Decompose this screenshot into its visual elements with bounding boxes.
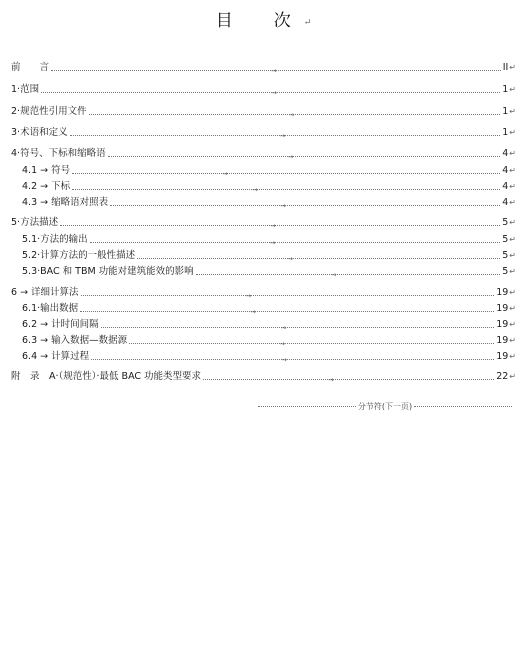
toc-entry-6-2[interactable]: [22, 317, 516, 331]
toc-entry-6-4[interactable]: [22, 349, 516, 363]
paragraph-mark-icon: ↵: [509, 288, 516, 297]
tab-mark-icon: →: [270, 222, 276, 230]
toc-page-number: 4: [502, 181, 509, 192]
toc-entry-4-3[interactable]: [22, 195, 516, 209]
paragraph-mark-icon: ↵: [509, 372, 516, 381]
dot-leader: [101, 324, 495, 332]
dot-leader: [70, 132, 501, 140]
tab-mark-icon: →: [222, 170, 228, 178]
toc-title: [0, 6, 527, 31]
toc-entry-label: 5·方法描述: [11, 217, 59, 228]
paragraph-mark-icon: ↵: [509, 107, 516, 116]
toc-entry-foreword[interactable]: [11, 60, 516, 74]
toc-entry-5-1[interactable]: [22, 232, 516, 246]
toc-entry-5[interactable]: [11, 215, 516, 229]
dot-leader: [89, 111, 501, 119]
toc-entry-label: 6.1·输出数据: [22, 303, 79, 314]
dot-leader: [137, 255, 500, 263]
section-break-marker: [258, 399, 512, 413]
toc-entry-label: 2·规范性引用文件: [11, 106, 87, 117]
toc-page-number: 19: [496, 303, 509, 314]
tab-mark-icon: →: [280, 202, 286, 210]
toc-entry-label: 1·范围: [11, 84, 40, 95]
tab-mark-icon: →: [328, 376, 334, 384]
toc-entry-annex-a[interactable]: [11, 369, 516, 383]
toc-entry-5-3[interactable]: [22, 264, 516, 278]
paragraph-mark-icon: ↵: [509, 85, 516, 94]
toc-entry-label: 5.2·计算方法的一般性描述: [22, 250, 136, 261]
tab-mark-icon: →: [330, 271, 337, 279]
tab-mark-icon: →: [279, 132, 286, 140]
toc-entry-3[interactable]: [11, 125, 516, 139]
toc-page-number: 1: [502, 84, 509, 95]
tab-mark-icon: →: [279, 340, 285, 348]
dot-leader: [80, 308, 494, 316]
dot-leader: [72, 170, 500, 178]
tab-mark-icon: →: [252, 186, 258, 194]
tab-mark-icon: →: [271, 89, 277, 97]
toc-title-text: 目 次: [215, 11, 303, 31]
dot-leader: [108, 153, 501, 161]
toc-entry-6[interactable]: [11, 285, 516, 299]
tab-mark-icon: →: [281, 356, 287, 364]
tab-mark-icon: →: [280, 324, 287, 332]
tab-mark-icon: →: [245, 292, 252, 300]
dot-leader: [51, 67, 501, 75]
toc-page-number: 4: [502, 165, 509, 176]
toc-entry-label: 6.4 → 计算过程: [22, 351, 90, 362]
paragraph-mark-icon: ↵: [509, 198, 516, 207]
dot-leader: [196, 271, 501, 279]
toc-entry-4[interactable]: [11, 146, 516, 160]
toc-entry-label: 6.3 → 输入数据—数据源: [22, 335, 128, 346]
toc-entry-label: 4.3 → 缩略语对照表: [22, 197, 109, 208]
section-break-label: 分节符(下一页): [357, 401, 413, 411]
dot-leader: [72, 186, 500, 194]
dot-leader: [90, 239, 501, 247]
paragraph-mark-icon: ↵: [509, 63, 516, 72]
section-break-line-right: [414, 406, 512, 407]
paragraph-mark-icon: ↵: [509, 267, 516, 276]
toc-entry-label: 6.2 → 计时间间隔: [22, 319, 99, 330]
paragraph-mark-icon: ↵: [509, 336, 516, 345]
paragraph-mark-icon: ↵: [509, 304, 516, 313]
toc-entry-label: 前 言: [11, 62, 50, 73]
toc-page-number: 22: [496, 371, 509, 382]
toc-page-number: 19: [496, 319, 509, 330]
tab-mark-icon: →: [288, 111, 295, 119]
dot-leader: [60, 222, 500, 230]
toc-entry-label: 5.3·BAC 和 TBM 功能对建筑能效的影响: [22, 266, 194, 277]
paragraph-mark-icon: ↵: [509, 218, 516, 227]
toc-entry-4-1[interactable]: [22, 163, 516, 177]
toc-page-number: 5: [502, 266, 509, 277]
dot-leader: [129, 340, 494, 348]
toc-entry-4-2[interactable]: [22, 179, 516, 193]
toc-entry-1[interactable]: [11, 82, 516, 96]
toc-entry-5-2[interactable]: [22, 248, 516, 262]
toc-page-number: 4: [502, 197, 509, 208]
paragraph-mark-icon: ↵: [509, 320, 516, 329]
toc-page-number: 5: [502, 250, 509, 261]
dot-leader: [110, 202, 500, 210]
tab-mark-icon: →: [287, 153, 294, 161]
tab-mark-icon: →: [269, 239, 276, 247]
tab-mark-icon: →: [271, 67, 277, 75]
paragraph-mark-icon: ↵: [509, 149, 516, 158]
section-break-line-left: [258, 406, 356, 407]
dot-leader: [81, 292, 495, 300]
dot-leader: [203, 376, 494, 384]
toc-page-number: 19: [496, 287, 509, 298]
toc-entry-6-3[interactable]: [22, 333, 516, 347]
tab-mark-icon: →: [250, 308, 257, 316]
paragraph-mark-icon: ↵: [509, 352, 516, 361]
paragraph-mark-icon: ↵: [509, 251, 516, 260]
toc-page-number: 19: [496, 351, 509, 362]
toc-entry-6-1[interactable]: [22, 301, 516, 315]
paragraph-mark-icon: ↵: [303, 18, 312, 28]
paragraph-mark-icon: ↵: [509, 235, 516, 244]
toc-page-number: 1: [502, 127, 509, 138]
toc-entry-label: 3·术语和定义: [11, 127, 68, 138]
toc-entry-label: 4·符号、下标和缩略语: [11, 148, 106, 159]
dot-leader: [41, 89, 500, 97]
toc-page-number: 5: [502, 217, 509, 228]
dot-leader: [91, 356, 494, 364]
toc-page-number: 4: [502, 148, 509, 159]
toc-entry-label: 4.2 → 下标: [22, 181, 71, 192]
toc-entry-2[interactable]: [11, 104, 516, 118]
toc-page-number: 1: [502, 106, 509, 117]
toc-entry-label: 附 录 A·（规范性）·最低 BAC 功能类型要求: [11, 371, 202, 382]
toc-page-number: 5: [502, 234, 509, 245]
toc-page-number: 19: [496, 335, 509, 346]
paragraph-mark-icon: ↵: [509, 166, 516, 175]
toc-entry-label: 6 → 详细计算法: [11, 287, 79, 298]
toc-page-number: II: [502, 62, 509, 73]
paragraph-mark-icon: ↵: [509, 128, 516, 137]
toc-entry-label: 4.1 → 符号: [22, 165, 71, 176]
tab-mark-icon: →: [287, 255, 294, 263]
toc-entry-label: 5.1·方法的输出: [22, 234, 88, 245]
paragraph-mark-icon: ↵: [509, 182, 516, 191]
